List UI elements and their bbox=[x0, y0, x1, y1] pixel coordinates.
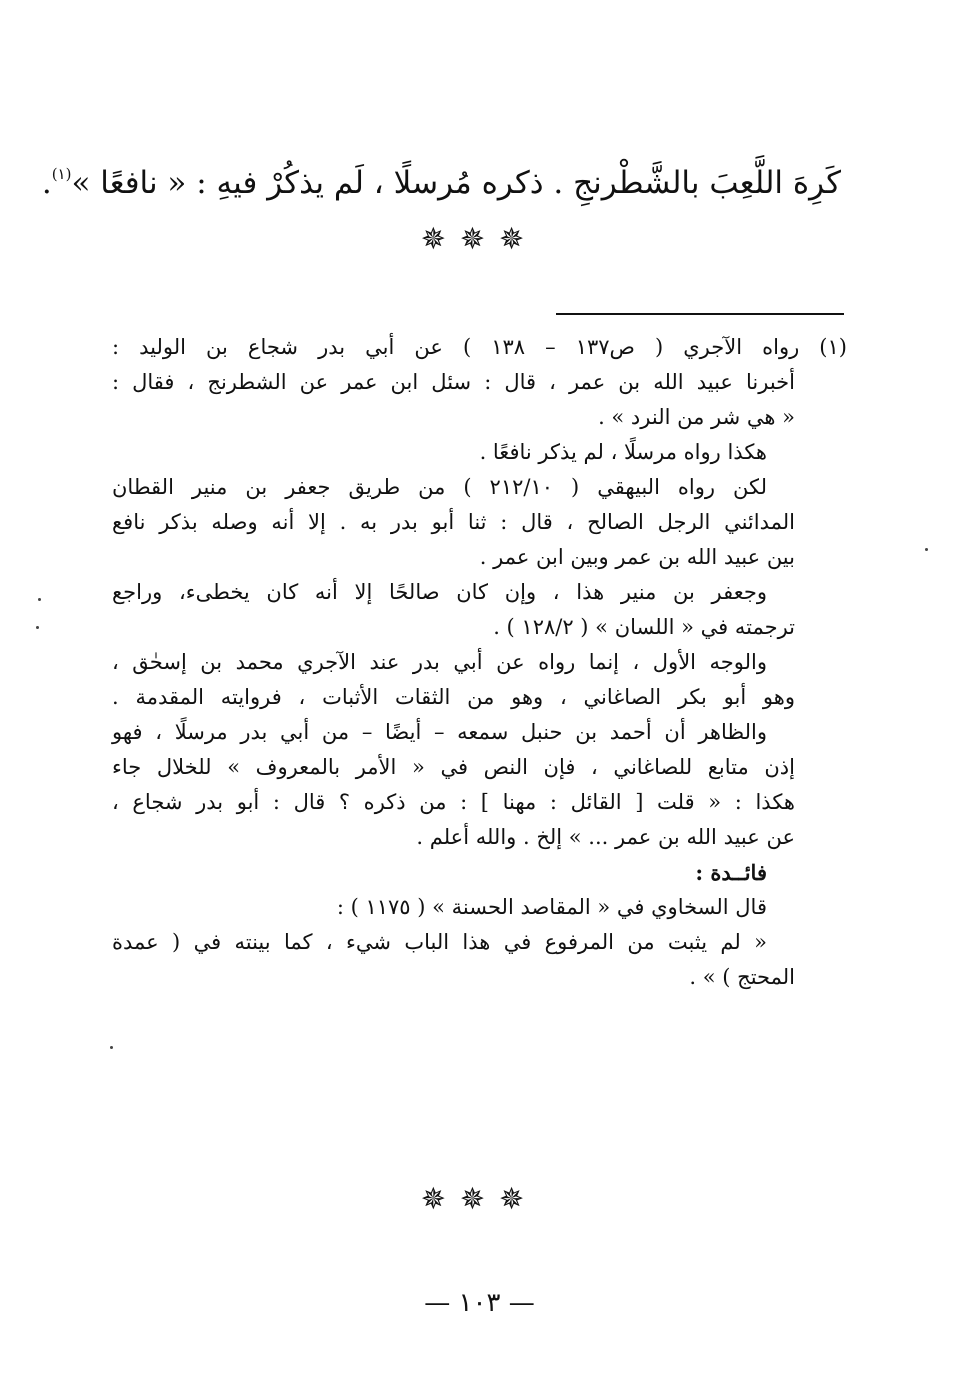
footnote-reference: (١) bbox=[51, 165, 72, 183]
footnote-separator bbox=[556, 313, 844, 315]
section-ornament-bottom: ✵✵✵ bbox=[420, 1182, 539, 1217]
scan-speck bbox=[38, 598, 41, 601]
footnote-block bbox=[112, 330, 847, 995]
footnote-line: هكذا رواه مرسلًا ، لم يذكر نافعًا . bbox=[479, 440, 767, 464]
scan-speck bbox=[110, 1046, 113, 1049]
footnote-line: « هي شر من النرد » . bbox=[598, 405, 795, 429]
footnote-line: المحتج ) » . bbox=[689, 965, 795, 989]
footnote-line: قال السخاوي في « المقاصد الحسنة » ( ١١٧٥ ) : bbox=[336, 895, 767, 919]
footnote-line: ترجمته في « اللسان » ( ١٢٨/٢ ) . bbox=[493, 615, 795, 639]
footnote-line: لكن رواه البيهقي ( ٢١٢/١٠ ) من طريق جعفر بن منير القطان bbox=[112, 475, 767, 499]
main-text-end: . bbox=[41, 165, 52, 201]
footnote-line: أخبرنا عبيد الله بن عمر ، قال : سئل ابن عمر عن الشطرنج ، فقال : bbox=[112, 370, 795, 394]
scan-speck bbox=[925, 548, 928, 551]
main-text-line bbox=[41, 148, 841, 209]
footnote-line: (١) رواه الآجري ( ص١٣٧ – ١٣٨ ) عن أبي بدر شجاع بن الوليد : bbox=[112, 335, 847, 359]
footnote-heading: فائــدة : bbox=[695, 860, 767, 885]
section-ornament-top: ✵✵✵ bbox=[420, 222, 539, 257]
footnote-line: إذن متابع للصاغاني ، فإن النص في « الأمر بالمعروف » للخلال جاء bbox=[112, 755, 795, 779]
footnote-line: عن عبيد الله بن عمر ... » إلخ . والله أعلم . bbox=[416, 825, 795, 849]
page-number: — ١٠٣ — bbox=[424, 1288, 535, 1318]
scan-speck bbox=[36, 626, 39, 629]
footnote-line: والوجه الأول ، إنما رواه عن أبي بدر عند الآجري محمد بن إسحٰق ، bbox=[112, 650, 767, 674]
footnote-line: وهو أبو بكر الصاغاني ، وهو من الثقات الأثبات ، فروايته المقدمة . bbox=[112, 685, 795, 709]
main-text: كَرِهَ اللَّعِبَ بالشَّطْرنجِ . ذكره مُرسلًا ، لَم يذكُرْ فيهِ : « نافعًا » bbox=[71, 165, 841, 201]
footnote-line: والظاهر أن أحمد بن حنبل سمعه – أيضًا – من أبي بدر مرسلًا ، فهو bbox=[112, 720, 767, 744]
footnote-line: المدائني الرجل الصالح ، قال : ثنا أبو بدر به . إلا أنه وصله بذكر نافع bbox=[112, 510, 795, 534]
footnote-line: هكذا : « قلت [ القائل : مهنا ] : من ذكره ؟ قال : أبو بدر شجاع ، bbox=[112, 790, 795, 814]
footnote-line: « لم يثبت من المرفوع في هذا الباب شيء ، كما بينته في ( عمدة bbox=[112, 930, 767, 954]
footnote-line: بين عبيد الله بن عمر وبين ابن عمر . bbox=[479, 545, 795, 569]
footnote-line: وجعفر بن منير هذا ، وإن كان صالحًا إلا أنه كان يخطىء، وراجع bbox=[112, 580, 767, 604]
